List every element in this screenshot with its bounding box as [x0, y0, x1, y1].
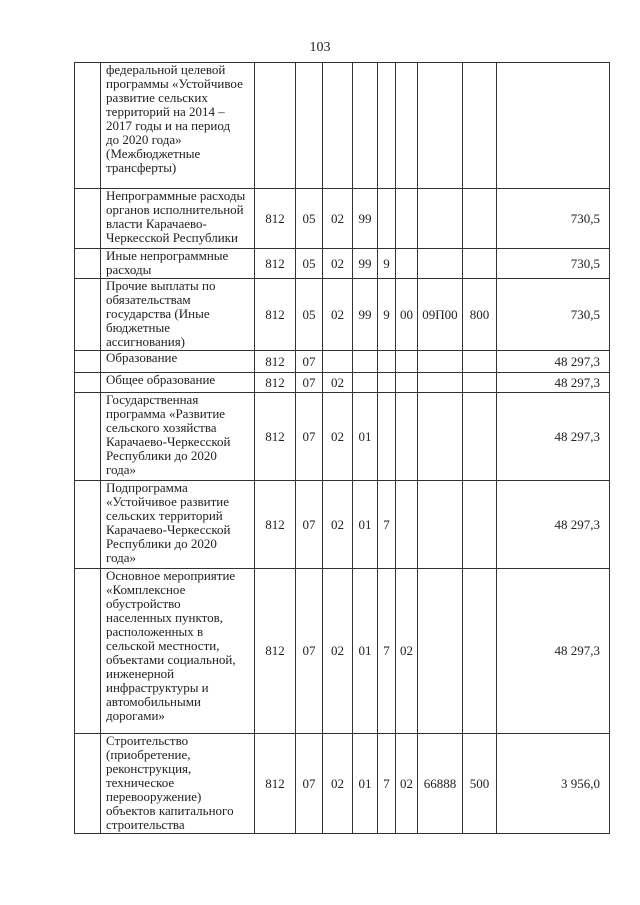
subprogram-code: [378, 351, 396, 373]
subsection-code: 02: [323, 249, 353, 279]
direction-code: 09П00: [418, 279, 463, 351]
row-name: Общее образование: [101, 373, 255, 393]
table-body: [75, 63, 610, 834]
program-code: 01: [353, 393, 378, 481]
section-code: [296, 63, 323, 189]
event-code: [396, 481, 418, 569]
subprogram-code: [378, 189, 396, 249]
subsection-code: 02: [323, 393, 353, 481]
dept-code: 812: [255, 189, 296, 249]
subprogram-code: 9: [378, 279, 396, 351]
table-row: [75, 63, 610, 189]
subsection-code: 02: [323, 569, 353, 734]
row-number-cell: [75, 351, 101, 373]
amount: 48 297,3: [497, 481, 610, 569]
program-code: [353, 373, 378, 393]
table-row: [75, 373, 610, 393]
table-row: [75, 481, 610, 569]
event-code: 02: [396, 734, 418, 834]
dept-code: 812: [255, 249, 296, 279]
dept-code: 812: [255, 481, 296, 569]
row-name: Образование: [101, 351, 255, 373]
amount: 48 297,3: [497, 393, 610, 481]
amount: 730,5: [497, 249, 610, 279]
subprogram-code: [378, 373, 396, 393]
event-code: [396, 249, 418, 279]
row-number-cell: [75, 393, 101, 481]
subprogram-code: 7: [378, 481, 396, 569]
row-number-cell: [75, 734, 101, 834]
row-number-cell: [75, 373, 101, 393]
row-name: Иные непрограммные расходы: [101, 249, 255, 279]
expense-type: 500: [463, 734, 497, 834]
expense-type: [463, 351, 497, 373]
subprogram-code: 7: [378, 734, 396, 834]
section-code: 05: [296, 249, 323, 279]
section-code: 05: [296, 279, 323, 351]
subsection-code: 02: [323, 734, 353, 834]
section-code: 07: [296, 351, 323, 373]
direction-code: [418, 569, 463, 734]
section-code: 05: [296, 189, 323, 249]
table-row: [75, 279, 610, 351]
table-row: [75, 734, 610, 834]
budget-table: [74, 62, 610, 834]
expense-type: [463, 189, 497, 249]
expense-type: [463, 481, 497, 569]
subsection-code: 02: [323, 481, 353, 569]
subprogram-code: [378, 63, 396, 189]
amount: 3 956,0: [497, 734, 610, 834]
table-row: [75, 249, 610, 279]
program-code: [353, 63, 378, 189]
table-row: [75, 569, 610, 734]
expense-type: [463, 569, 497, 734]
expense-type: [463, 63, 497, 189]
row-number-cell: [75, 189, 101, 249]
event-code: 02: [396, 569, 418, 734]
program-code: 99: [353, 249, 378, 279]
amount: 48 297,3: [497, 373, 610, 393]
event-code: [396, 63, 418, 189]
dept-code: 812: [255, 373, 296, 393]
expense-type: [463, 393, 497, 481]
row-name: федеральной целевой программы «Устойчивое развитие сельских территорий на 2014 – 2017 годы и на период до 2020 года» (Межбюджетные трансферты): [101, 63, 255, 189]
event-code: [396, 373, 418, 393]
program-code: 01: [353, 481, 378, 569]
direction-code: [418, 351, 463, 373]
subsection-code: 02: [323, 279, 353, 351]
program-code: 01: [353, 734, 378, 834]
expense-type: [463, 249, 497, 279]
row-number-cell: [75, 249, 101, 279]
event-code: [396, 351, 418, 373]
event-code: [396, 189, 418, 249]
program-code: 01: [353, 569, 378, 734]
program-code: [353, 351, 378, 373]
amount: 730,5: [497, 279, 610, 351]
row-number-cell: [75, 63, 101, 189]
amount: 730,5: [497, 189, 610, 249]
dept-code: 812: [255, 569, 296, 734]
program-code: 99: [353, 189, 378, 249]
page-number: 103: [309, 40, 331, 55]
amount: [497, 63, 610, 189]
subsection-code: [323, 351, 353, 373]
direction-code: [418, 373, 463, 393]
row-name: Прочие выплаты по обязательствам государства (Иные бюджетные ассигнования): [101, 279, 255, 351]
subsection-code: [323, 63, 353, 189]
direction-code: [418, 249, 463, 279]
row-name: Государственная программа «Развитие сельского хозяйства Карачаево-Черкесской Республики до 2020 года»: [101, 393, 255, 481]
subprogram-code: 7: [378, 569, 396, 734]
table-row: [75, 351, 610, 373]
section-code: 07: [296, 393, 323, 481]
subsection-code: 02: [323, 189, 353, 249]
row-name: Подпрограмма «Устойчивое развитие сельских территорий Карачаево-Черкесской Республики до 2020 года»: [101, 481, 255, 569]
section-code: 07: [296, 481, 323, 569]
direction-code: [418, 189, 463, 249]
row-name: Строительство (приобретение, реконструкция, техническое перевооружение) объектов капитального строительства: [101, 734, 255, 834]
direction-code: 66888: [418, 734, 463, 834]
event-code: 00: [396, 279, 418, 351]
subprogram-code: 9: [378, 249, 396, 279]
section-code: 07: [296, 373, 323, 393]
row-name: Основное мероприятие «Комплексное обустройство населенных пунктов, расположенных в сельской местности, объектами социальной, инженерной инфраструктуры и автомобильными дорогами»: [101, 569, 255, 734]
table-row: [75, 393, 610, 481]
row-number-cell: [75, 481, 101, 569]
dept-code: 812: [255, 351, 296, 373]
amount: 48 297,3: [497, 569, 610, 734]
dept-code: 812: [255, 734, 296, 834]
row-name: Непрограммные расходы органов исполнительной власти Карачаево- Черкесской Республики: [101, 189, 255, 249]
dept-code: 812: [255, 279, 296, 351]
direction-code: [418, 481, 463, 569]
program-code: 99: [353, 279, 378, 351]
expense-type: 800: [463, 279, 497, 351]
subsection-code: 02: [323, 373, 353, 393]
expense-type: [463, 373, 497, 393]
direction-code: [418, 63, 463, 189]
section-code: 07: [296, 569, 323, 734]
row-number-cell: [75, 569, 101, 734]
row-number-cell: [75, 279, 101, 351]
dept-code: 812: [255, 393, 296, 481]
direction-code: [418, 393, 463, 481]
section-code: 07: [296, 734, 323, 834]
dept-code: [255, 63, 296, 189]
event-code: [396, 393, 418, 481]
subprogram-code: [378, 393, 396, 481]
amount: 48 297,3: [497, 351, 610, 373]
table-row: [75, 189, 610, 249]
